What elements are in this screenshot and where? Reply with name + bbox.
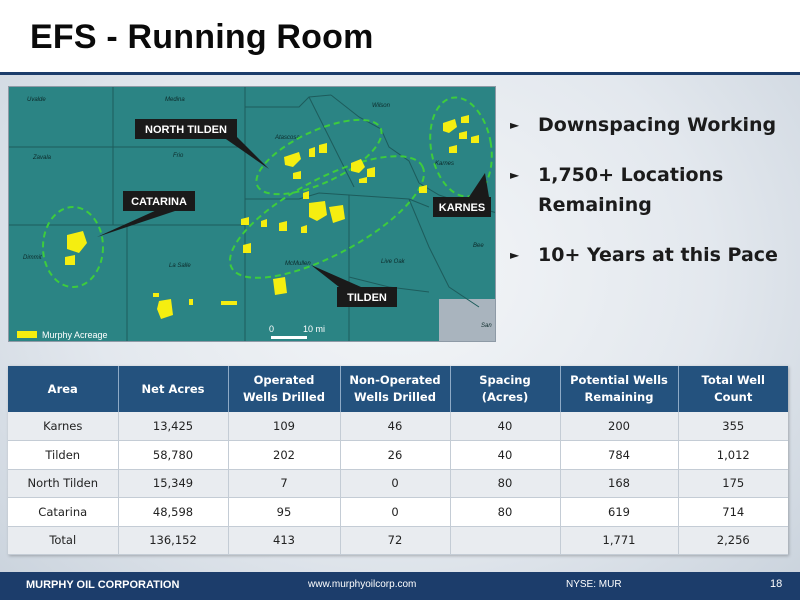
title-bar — [0, 0, 800, 74]
table-cell: 619 — [560, 498, 678, 527]
table-cell: 72 — [340, 526, 450, 555]
bullet-line: Remaining — [538, 194, 652, 216]
bullet-arrow-icon: ► — [510, 248, 520, 262]
table-cell: 58,780 — [118, 441, 228, 470]
map-svg — [9, 87, 496, 342]
county-label: Dimmit — [23, 255, 42, 261]
col-header-net-acres — [118, 366, 228, 412]
table-cell: 202 — [228, 441, 340, 470]
table-cell: 80 — [450, 498, 560, 527]
table-cell: 0 — [340, 498, 450, 527]
scale-zero: 0 — [269, 324, 275, 334]
acreage-block — [153, 293, 159, 297]
footer-company-name: MURPHY OIL CORPORATION — [26, 579, 180, 591]
slide-title: EFS - Running Room — [30, 18, 374, 56]
header-line: Operated — [253, 373, 315, 387]
header-line: Area — [47, 381, 78, 396]
table-cell: 413 — [228, 526, 340, 555]
acreage-block — [273, 277, 287, 295]
table-cell: 109 — [228, 412, 340, 441]
table-cell: 26 — [340, 441, 450, 470]
county-label: Wilson — [372, 103, 390, 109]
bullet-item — [508, 110, 798, 140]
col-header-total-well-count — [678, 366, 788, 412]
table-cell: 200 — [560, 412, 678, 441]
table-cell: 714 — [678, 498, 788, 527]
table-cell: Karnes — [8, 412, 118, 441]
acreage-map — [8, 86, 496, 342]
county-label: La Salle — [169, 263, 191, 269]
header-line: (Acres) — [481, 390, 529, 404]
table-cell: 168 — [560, 469, 678, 498]
table-cell: 355 — [678, 412, 788, 441]
map-background — [9, 87, 496, 342]
county-label: Zavala — [33, 155, 52, 161]
col-header-area — [8, 366, 118, 412]
table-header-row — [8, 366, 788, 412]
bullet-line: Downspacing Working — [538, 114, 777, 136]
county-label: Frio — [173, 153, 184, 159]
table-cell — [450, 526, 560, 555]
footer-ticker: NYSE: MUR — [566, 579, 622, 590]
header-line: Wells Drilled — [243, 390, 325, 404]
table-cell: 40 — [450, 441, 560, 470]
table-cell: 0 — [340, 469, 450, 498]
legend-label: Murphy Acreage — [42, 330, 108, 340]
page-number: 18 — [770, 578, 783, 590]
county-label: San — [481, 323, 492, 329]
well-summary-table — [8, 366, 788, 555]
county-label: Bee — [473, 243, 484, 249]
table-cell: 784 — [560, 441, 678, 470]
table-cell: Catarina — [8, 498, 118, 527]
table-cell: 13,425 — [118, 412, 228, 441]
title-divider — [0, 72, 800, 75]
table-cell: 15,349 — [118, 469, 228, 498]
map-gulf-area — [439, 299, 496, 342]
table-cell: 175 — [678, 469, 788, 498]
table-cell: 95 — [228, 498, 340, 527]
bullet-arrow-icon: ► — [510, 118, 520, 132]
county-label: Uvalde — [27, 97, 46, 103]
tilden-label: TILDEN — [347, 292, 387, 304]
acreage-block — [189, 299, 193, 305]
table-row — [8, 441, 788, 470]
table-cell: 48,598 — [118, 498, 228, 527]
bullet-line: 10+ Years at this Pace — [538, 244, 778, 266]
county-label: Medina — [165, 97, 185, 103]
col-header-potential-wells — [560, 366, 678, 412]
bullet-item — [508, 240, 798, 270]
table-total-row — [8, 526, 788, 555]
county-label: Atascosa — [275, 135, 300, 141]
col-header-non-operated-wells — [340, 366, 450, 412]
county-label: Live Oak — [381, 259, 405, 265]
table-cell: 1,012 — [678, 441, 788, 470]
footer-bar — [0, 572, 800, 600]
footer-website: www.murphyoilcorp.com — [308, 579, 417, 590]
table-cell: North Tilden — [8, 469, 118, 498]
table-cell: 136,152 — [118, 526, 228, 555]
header-line: Spacing — [479, 373, 531, 387]
bullet-arrow-icon: ► — [510, 168, 520, 182]
north-tilden-label: NORTH TILDEN — [145, 124, 227, 136]
scale-distance: 10 mi — [303, 324, 326, 334]
header-line: Non-Operated — [349, 373, 441, 387]
county-label: Karnes — [435, 161, 455, 167]
header-line: Potential Wells — [570, 373, 668, 387]
county-label: McMullen — [285, 261, 311, 267]
table-row — [8, 498, 788, 527]
scale-line — [271, 336, 307, 339]
table-cell: 2,256 — [678, 526, 788, 555]
key-points — [508, 110, 798, 290]
table-cell: 1,771 — [560, 526, 678, 555]
header-line: Total Well — [701, 373, 765, 387]
karnes-label: KARNES — [438, 202, 486, 214]
table-cell: 40 — [450, 412, 560, 441]
table-cell: 46 — [340, 412, 450, 441]
table-cell: Tilden — [8, 441, 118, 470]
header-line: Count — [714, 390, 753, 404]
bullet-item — [508, 160, 798, 220]
legend-swatch — [17, 331, 37, 338]
col-header-operated-wells — [228, 366, 340, 412]
bullet-line: 1,750+ Locations — [538, 164, 724, 186]
table-cell: 80 — [450, 469, 560, 498]
table-cell: Total — [8, 526, 118, 555]
header-line: Wells Drilled — [354, 390, 436, 404]
col-header-spacing — [450, 366, 560, 412]
table-row — [8, 412, 788, 441]
header-line: Remaining — [584, 390, 654, 404]
table-cell: 7 — [228, 469, 340, 498]
acreage-block — [221, 301, 237, 305]
header-line: Net Acres — [141, 381, 205, 396]
table-row — [8, 469, 788, 498]
catarina-label: CATARINA — [131, 196, 187, 208]
